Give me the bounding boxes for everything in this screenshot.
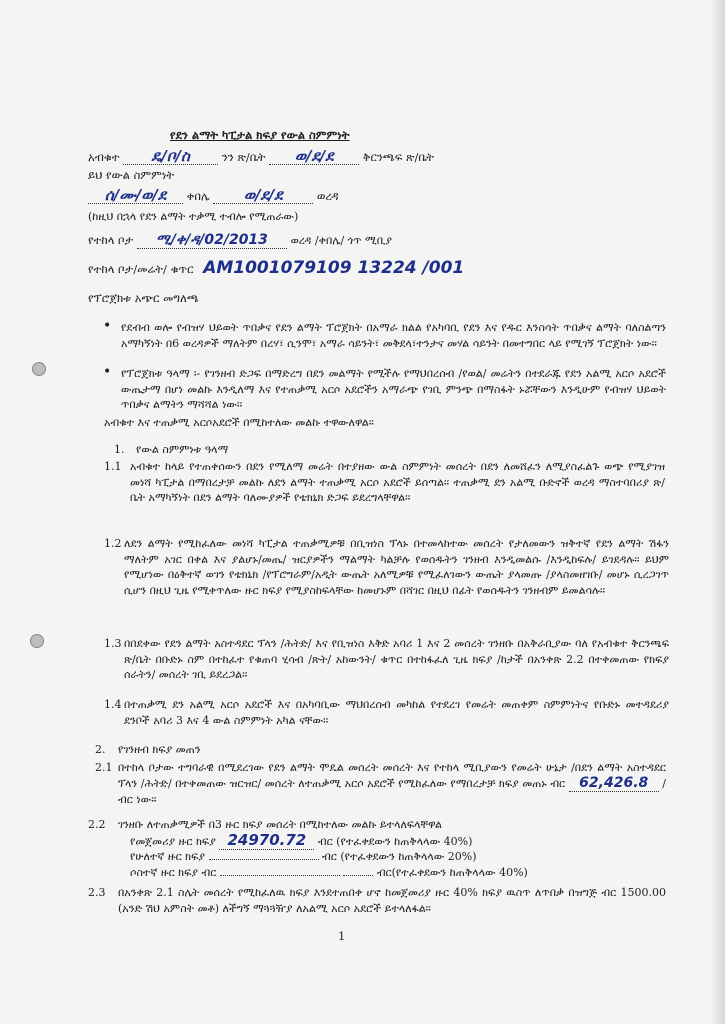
- page-number: 1: [338, 929, 346, 943]
- clause-2-1-text: [118, 760, 666, 808]
- header-line-4: (ከዚህ በኋላ የደን ልማት ተቃሚ ተብሎ የሚጠራው): [88, 210, 299, 223]
- intro-text: አብቁተ እና ተጠቃሚ አርሶአደሮች በሚከተለው መልኩ ተዋውለዋል፡፡: [104, 416, 374, 429]
- clause-1-1-number: 1.1: [104, 460, 122, 473]
- payment-3-label: ሶስተኛ ዙር ክፍያ ብር: [130, 866, 217, 879]
- payment-3-blank-b: [343, 875, 373, 876]
- handwritten-site-code: ሚ/ቀ/ዳ/02/2013: [137, 232, 287, 249]
- handwritten-total-amount: 62,426.8: [569, 776, 659, 793]
- header-line-1: [88, 148, 434, 165]
- payment-3-blank-a: [220, 875, 340, 876]
- handwritten-woreda-3: ወ/ደ/ደ: [213, 187, 313, 204]
- payment-1-note: ብር (የተፈቀደውን ከጠቅላላው 40%): [317, 835, 473, 848]
- clause-2-1-body: በተከላ ቦታው ተግባራዊ በሚደረገው የደን ልማት ሞዴል መሰረት መሰረት እና የተከላ ሚቢያውን የመሬት ሁኔታ /በደን ልማት አስተዳደር ፕላን /ሕትድ/ በተቀመጠው ዝርዝር/ መሰረት ለተጠቃሚ አርሶ አደሮች የሚከፈለው የማበረታቻ ክፍያ መጠኑ ብር: [118, 761, 666, 790]
- clause-2-1-number: 2.1: [95, 761, 113, 774]
- label-kebele: ቀበሌ: [186, 189, 210, 203]
- label-site-location: ወረዳ /ቀበሌ/ ጎጥ ሚቢያ: [290, 234, 393, 247]
- clause-2-3-number: 2.3: [88, 886, 106, 899]
- handwritten-woreda-2: ወ/ደ/ደ: [269, 148, 359, 165]
- handwritten-woreda-1: ዴ/ቦ/ስ: [123, 148, 218, 165]
- payment-row-3: [130, 865, 528, 881]
- bullet-dot: •: [103, 364, 112, 380]
- payment-2-note: ብር (የተፈቀደውን ከጠቅላላው 20%): [322, 850, 477, 863]
- section-1-number: 1.: [114, 443, 125, 456]
- clause-1-2-number: 1.2: [104, 537, 122, 550]
- header-line-6: [88, 260, 464, 277]
- label-planting-site: የተከላ ቦታ: [88, 233, 134, 247]
- label-abcte: አብቁተ: [88, 150, 120, 164]
- clause-2-3-text: በአንቀጽ 2.1 ስሌት መሰረት የሚከፈለዉ ክፍያ እንደተጠበቀ ሆኖ ከመጀመሪያ ዙር 40% ክፍያ ዉስጥ ለጥበቃ በዝግጅ ብር 1500.00 (አንድ ሽህ አምስት መቶ) ለችግኝ ማጓጓዥያ ለአልሚ አርሶ አደሮች ይተላለፋል፡፡: [118, 886, 666, 915]
- scan-edge-shadow: [711, 0, 725, 1024]
- header-line-3: [88, 187, 339, 204]
- clause-1-4-number: 1.4: [104, 698, 122, 711]
- bullet-text-2: የፕሮጀክቱ ዓላማ ፡- የገንዘብ ድጋፍ በማድረግ በደን መልማት የሚችሉ የማህበረሰብ /የወል/ መሬትን በተደራጁ የደን አልሚ አርሶ አደሮች ውጤታማ በሆነ መልኩ እንዲለማ እና የተጠቃሚ አርሶ አደሮችን አማራጭ የገቢ ምንጭ በማስፋት ኑሯቸውን እንዲሁም የብዝሃ ህይወት ጥበቃና ልማትን ማሻሻል ነው፡፡: [121, 367, 666, 411]
- clause-2-2-number: 2.2: [88, 818, 106, 831]
- label-woreda: ወረዳ: [316, 189, 339, 203]
- payment-1-label: የመጀመሪያ ዙር ክፍያ: [130, 835, 216, 848]
- clause-2-2-heading: ገንዘቡ ለተጠቃሚዎች በ3 ዙር ክፍያ መሰረት በሚከተለው መልኩ ይተላለፍላቸዋል: [118, 818, 442, 831]
- handwritten-first-payment: 24970.72: [219, 833, 314, 850]
- payment-2-blank: [209, 859, 319, 860]
- payment-2-label: የሁለተኛ ዙር ክፍያ: [130, 850, 206, 863]
- section-2-title: የገንዘብ ክፍያ መጠን: [118, 743, 201, 756]
- label-office: ንን ጽ/ቤት: [221, 150, 266, 164]
- clause-1-1-text: አብቁተ ከላይ የተጠቀሰውን በደን የሚለማ መሬት በተያዘው ውል ስምምነት መሰረት በደን ለመሸፈን ለሚያስፈልጉ ወጭ የሚያገዝ መነሻ ካፒታል በማበረታቻ መልኩ ለደን ልማት ተጠቃሚ አርሶ አደሮች ይሰጣል፡፡ ተጠቃሚ ደን አልሚ ቡድኖች ወረዳ ማስተባበሪያ ጽ/ቤት አማካኝነት በደን ልማት ባለሙያዎች የቴክኒክ ድጋፍ ይደረግላቸዋል፡፡: [130, 460, 665, 504]
- section-1-title: የውል ስምምነቱ ዓላማ: [136, 443, 229, 456]
- bullet-text-1: የደብብ ወሎ የብዝሃ ህይወት ጥበቃና የደን ልማት ፕሮጀክት በአማራ ክልል የአካባቢ የደን እና የዱር እንስሳት ጥበቃና ልማት ባለስልጣን አማካኝነት በ6 ወረዳዎች ማለትም በረሃ፣ ሲንሞ፣ አማራ ሳይንት፣ መቅደላ፣ተንታና መሃል ሳይንት በመተግበር ላይ የሚገኝ ፕሮጀክት ነው፡፡: [121, 321, 666, 350]
- clause-2-1-tail: / ብር ነው፡፡: [118, 776, 667, 806]
- section-2-number: 2.: [95, 743, 106, 756]
- clause-1-3-number: 1.3: [104, 637, 122, 650]
- payment-3-note: ብር(የተፈቀደውን ከጠቅላላው 40%): [376, 866, 528, 879]
- project-summary-heading: የፕሮጀክቱ አጭር መግለጫ: [88, 291, 199, 305]
- label-branch: ቅርንጫፍ ጽ/ቤት: [362, 150, 435, 164]
- punch-hole: [30, 634, 44, 648]
- clause-1-4-text: በተጠቃሚ ደን አልሚ አርሶ አደሮች እና በአካባቢው ማህበረሰብ መካከል የተደረገ የመሬት መጠቀም ስምምነትና የቡድኑ መተዳደሪያ ደንቦች አባሪ 3 እና 4 ውል ስምምነት አካል ናቸው፡፡: [124, 698, 669, 727]
- punch-hole: [32, 362, 46, 376]
- payment-row-1: [130, 833, 472, 850]
- header-line-5: [88, 232, 392, 249]
- payment-row-2: [130, 849, 477, 865]
- bullet-dot: •: [103, 318, 112, 334]
- clause-1-2-text: ለደን ልማት የሚከፈለው መነሻ ካፒታል ተጠቃሚዎቹ በቢዝነስ ፕላኑ በተመላከተው መሰረት የታለመውን ዝቅተኛ የደን ልማት ሽፋን ማለትም አገር በቀል እና ያልሆኑ/መጤ/ ዝርያዎችን ማልማት ካልቻሉ የወሰዱትን ገንዘብ እንዲመልሱ /እንዲከፍሉ/ ይገደዳሉ፡፡ ይህም የሚሆነው በዕቅተኛ ወገን የቴክኒክ /የፕሮግራም/አዲት ውጤት አለሚዎቹ የሚፈለገውን ውጤት ያላመጡ /ያላስመዘገቡ/ መሆኑ ሲረጋገጥ ሲሆን በዚህ ጊዜ የሚቀጥለው ዙር ክፍያ የሚያስከፍላቸው ከመሆኑም በሻገር በዚህ በፊት የወሰዱትን ገንዘብም ይመልሳሉ፡፡: [124, 537, 669, 597]
- document-title: የደን ልማት ካፒታል ክፍያ የውል ስምምነት: [170, 128, 350, 142]
- handwritten-site-number: AM1001079109 13224 /001: [203, 258, 465, 278]
- header-line-2: ይህ የውል ስምምነት: [88, 168, 175, 182]
- handwritten-kebele: ሰ/ሙ/ወ/ደ: [88, 187, 183, 204]
- label-site-number: የተከላ ቦታ/መሬት/ ቁጥር: [88, 262, 194, 276]
- clause-1-3-text: በበደቀው የደን ልማት አስተዳደር ፕላን /ሕትድ/ እና የቢዝነስ እቅድ አባሪ 1 እና 2 መሰረት ገንዘቡ በአቅራቢያው ባለ የአብቁተ ቅርንጫፍ ጽ/ቤት በቡድኑ ስም በተከፈተ የቁጠባ ሂሳብ /ጽት/ አከውንት/ ቁጥር በተከፋፈለ ጊዜ ክፍያ /ከታች በአንቀጽ 2.2 በተቀመጠው የክፍያ ሰራትን/ መሰረት ገቢ ይደረጋል፡፡: [124, 637, 669, 681]
